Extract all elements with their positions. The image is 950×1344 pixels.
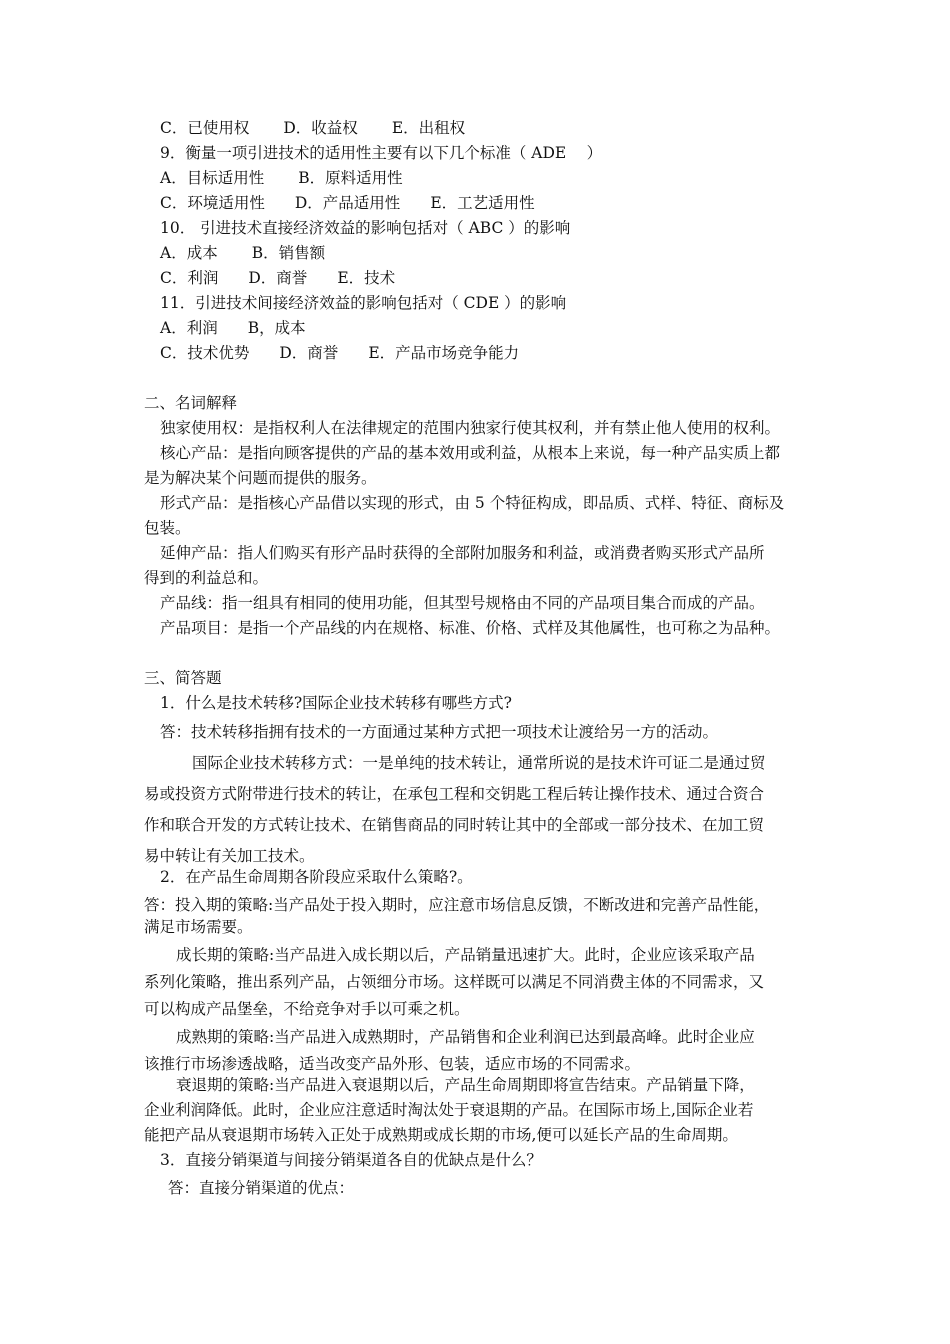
- question-10: 10． 引进技术直接经济效益的影响包括对（ ABC ）的影响: [160, 219, 571, 237]
- answer-1-line: 国际企业技术转移方式：一是单纯的技术转让，通常所说的是技术许可证二是通过贸: [192, 754, 766, 772]
- question-2: 2．在产品生命周期各阶段应采取什么策略?。: [160, 868, 473, 886]
- question-3: 3．直接分销渠道与间接分销渠道各自的优缺点是什么？: [160, 1151, 542, 1169]
- answer-1-line: 易或投资方式附带进行技术的转让，在承包工程和交钥匙工程后转让操作技术、通过合资合: [144, 785, 765, 803]
- option-d: D．商誉: [279, 344, 339, 362]
- mc-options-row-1: [160, 118, 465, 138]
- option-c: C．环境适用性: [160, 194, 265, 212]
- answer-1-line: 作和联合开发的方式转让技术、在销售商品的同时转让其中的全部或一部分技术、在加工贸: [144, 816, 765, 834]
- definition-line: 产品线：指一组具有相同的使用功能，但其型号规格由不同的产品项目集合而成的产品。: [160, 594, 765, 612]
- option-d: D．产品适用性: [294, 194, 401, 212]
- answer-2-line: 满足市场需要。: [144, 918, 253, 936]
- answer-2-line: 系列化策略，推出系列产品，占领细分市场。这样既可以满足不同消费主体的不同需求，又: [144, 973, 765, 991]
- option-c: C．技术优势: [160, 344, 250, 362]
- option-b: B，成本: [247, 319, 306, 337]
- answer-2-line: 该推行市场渗透战略，适当改变产品外形、包装，适应市场的不同需求。: [144, 1055, 641, 1073]
- option-e: E．工艺适用性: [430, 194, 535, 212]
- definition-line: 是为解决某个问题而提供的服务。: [144, 469, 377, 487]
- question-11: 11．引进技术间接经济效益的影响包括对（ CDE ）的影响: [160, 294, 567, 312]
- answer-2-line: 成熟期的策略:当产品进入成熟期时，产品销售和企业利润已达到最高峰。此时企业应: [176, 1028, 755, 1046]
- answer-2-line: 可以构成产品堡垒，不给竞争对手以可乘之机。: [144, 1000, 470, 1018]
- answer-2-line: 答：投入期的策略:当产品处于投入期时，应注意市场信息反馈，不断改进和完善产品性能，: [144, 896, 770, 914]
- definition-line: 核心产品：是指向顾客提供的产品的基本效用或利益，从根本上来说，每一种产品实质上都: [160, 444, 781, 462]
- definition-line: 得到的利益总和。: [144, 569, 269, 587]
- option-a: A．成本: [160, 244, 218, 262]
- definition-line: 延伸产品：指人们购买有形产品时获得的全部附加服务和利益，或消费者购买形式产品所: [160, 544, 765, 562]
- option-d: D．收益权: [283, 119, 358, 137]
- option-c: C．已使用权: [160, 119, 250, 137]
- mc-options-row-10: [160, 343, 519, 363]
- mc-options-row-6: [160, 243, 325, 263]
- answer-3-line: 答：直接分销渠道的优点：: [168, 1179, 355, 1197]
- answer-2-line: 衰退期的策略:当产品进入衰退期以后，产品生命周期即将宣告结束。产品销量下降，: [176, 1076, 755, 1094]
- mc-options-row-7: [160, 268, 395, 288]
- definition-line: 包装。: [144, 519, 191, 537]
- option-e: E．技术: [337, 269, 396, 287]
- question-9: 9．衡量一项引进技术的适用性主要有以下几个标准（ ADE ）: [160, 144, 603, 162]
- section-3-heading: 三、简答题: [144, 669, 222, 687]
- answer-2-line: 成长期的策略:当产品进入成长期以后，产品销量迅速扩大。此时，企业应该采取产品: [176, 946, 755, 964]
- definition-line: 产品项目：是指一个产品线的内在规格、标准、价格、式样及其他属性，也可称之为品种。: [160, 619, 781, 637]
- option-b: B．销售额: [251, 244, 326, 262]
- option-c: C．利润: [160, 269, 219, 287]
- answer-2-line: 能把产品从衰退期市场转入正处于成熟期或成长期的市场,便可以延长产品的生命周期。: [144, 1126, 738, 1144]
- section-2-heading: 二、名词解释: [144, 394, 238, 412]
- option-e: E．产品市场竞争能力: [368, 344, 520, 362]
- answer-2-line: 企业利润降低。此时，企业应注意适时淘汰处于衰退期的产品。在国际市场上,国际企业若: [144, 1101, 754, 1119]
- mc-options-row-4: [160, 193, 535, 213]
- option-d: D．商誉: [248, 269, 308, 287]
- option-a: A．目标适用性: [160, 169, 265, 187]
- answer-1-line: 答：技术转移指拥有技术的一方面通过某种方式把一项技术让渡给另一方的活动。: [160, 723, 719, 741]
- definition-line: 独家使用权：是指权利人在法律规定的范围内独家行使其权利，并有禁止他人使用的权利。: [160, 419, 781, 437]
- mc-options-row-9: [160, 318, 306, 338]
- option-b: B．原料适用性: [298, 169, 403, 187]
- mc-options-row-3: [160, 168, 403, 188]
- question-1: 1．什么是技术转移?国际企业技术转移有哪些方式?: [160, 694, 512, 712]
- answer-1-line: 易中转让有关加工技术。: [144, 847, 315, 865]
- option-e: E．出租权: [391, 119, 466, 137]
- option-a: A．利润: [160, 319, 218, 337]
- definition-line: 形式产品：是指核心产品借以实现的形式，由 5 个特征构成，即品质、式样、特征、商标及: [160, 494, 785, 512]
